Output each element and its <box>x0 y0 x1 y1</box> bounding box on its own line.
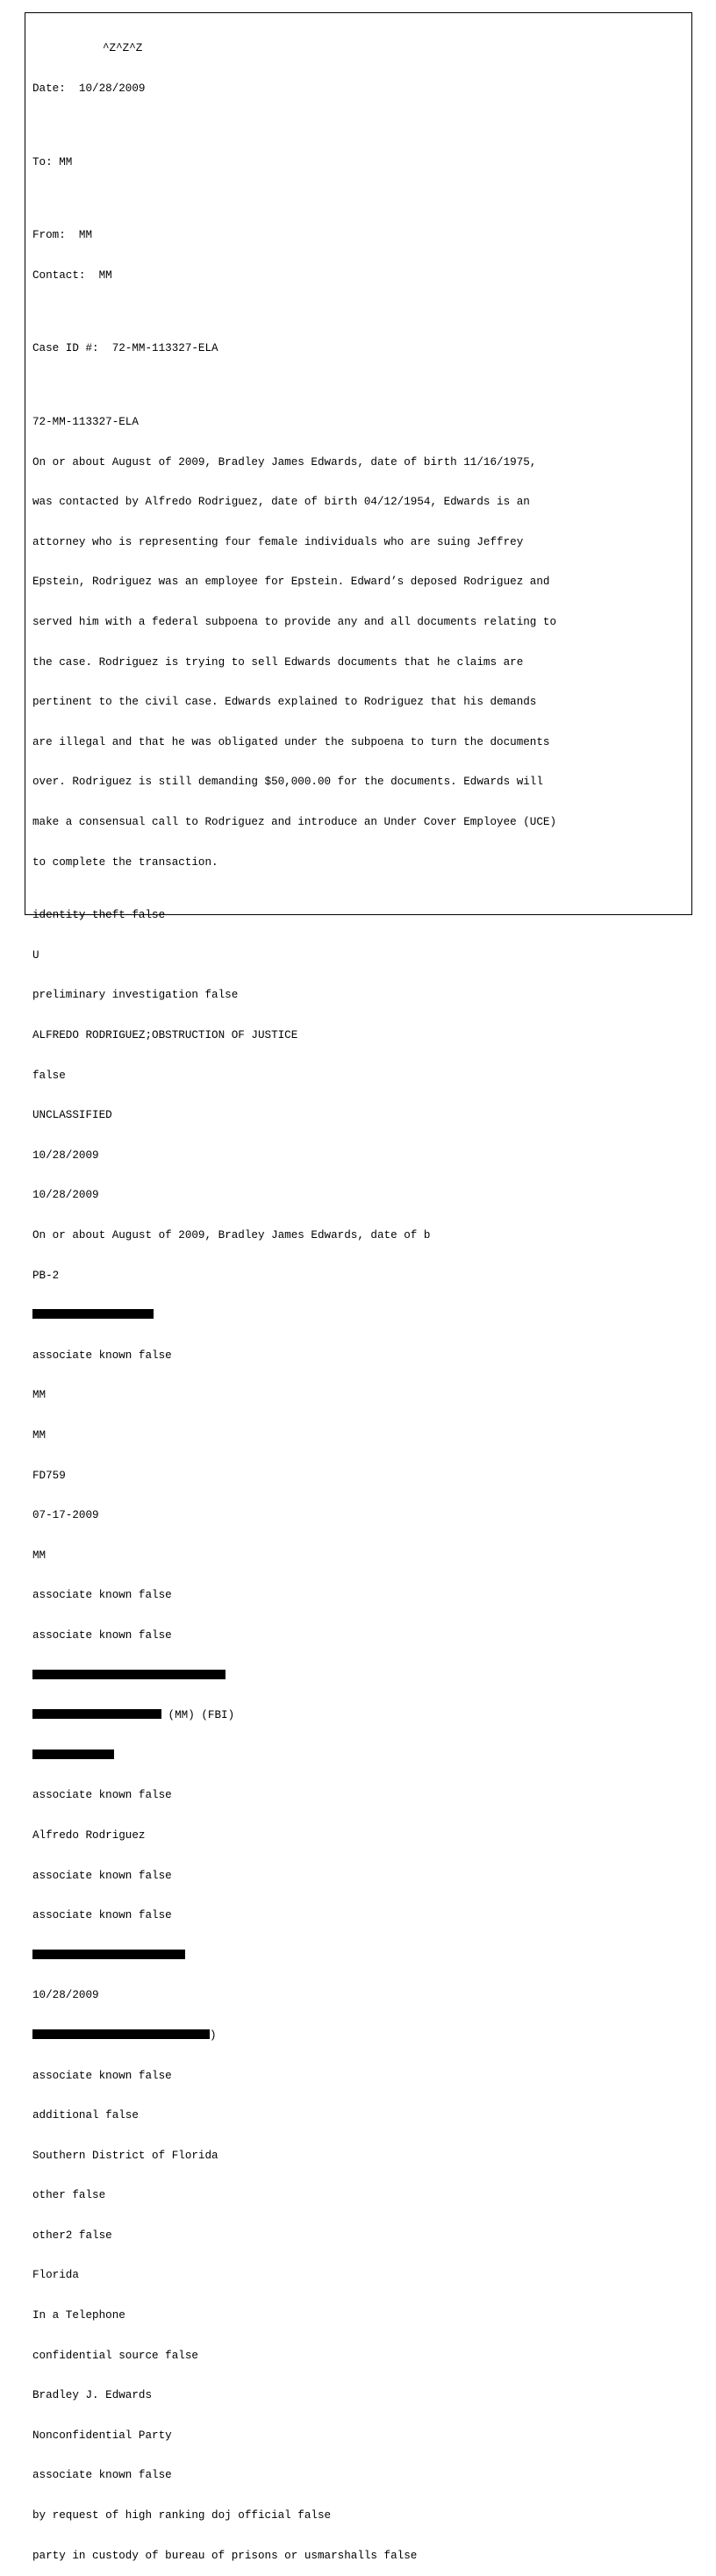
redacted-line <box>32 1309 691 1322</box>
date-line: Date: 10/28/2009 <box>32 82 146 95</box>
redaction-bar <box>32 1709 161 1719</box>
field-line: MM <box>32 1389 47 1402</box>
field-line: associate known false <box>32 2469 172 2482</box>
to-line: To: MM <box>32 155 73 168</box>
field-line: additional false <box>32 2109 139 2122</box>
narrative-line: are illegal and that he was obligated under the subpoena to turn the documents <box>32 735 550 748</box>
field-line: by request of high ranking doj official false <box>32 2509 332 2522</box>
field-line: false <box>32 1069 66 1082</box>
agency-suffix: (MM) (FBI) <box>161 1709 235 1722</box>
redacted-line <box>32 1670 691 1683</box>
field-line: PB-2 <box>32 1269 60 1282</box>
redacted-line <box>32 2029 691 2043</box>
classification-line: UNCLASSIFIED <box>32 1109 112 1122</box>
case-ref-line: 72-MM-113327-ELA <box>32 415 139 428</box>
contact-line: Contact: MM <box>32 268 112 282</box>
redaction-bar <box>32 1750 114 1759</box>
redaction-bar <box>32 1950 185 1959</box>
field-line: associate known false <box>32 1869 172 1882</box>
field-line: Bradley J. Edwards <box>32 2389 153 2402</box>
field-line: 10/28/2009 <box>32 1989 99 2002</box>
field-line: other false <box>32 2189 106 2202</box>
field-line: FD759 <box>32 1469 66 1482</box>
field-line: confidential source false <box>32 2349 198 2362</box>
field-line: ALFREDO RODRIGUEZ;OBSTRUCTION OF JUSTICE <box>32 1029 298 1042</box>
field-line: U <box>32 948 39 962</box>
field-line: party in custody of bureau of prisons or usmarshalls false <box>32 2549 418 2562</box>
from-line: From: MM <box>32 229 93 242</box>
field-line: 07-17-2009 <box>32 1509 99 1522</box>
field-line: Alfredo Rodriguez <box>32 1828 146 1842</box>
narrative-line: was contacted by Alfredo Rodriguez, date of birth 04/12/1954, Edwards is an <box>32 496 530 509</box>
field-line: MM <box>32 1429 47 1442</box>
field-line: associate known false <box>32 1349 172 1362</box>
document-body <box>32 16 691 2576</box>
paren-suffix: ) <box>210 2029 217 2042</box>
field-line: 10/28/2009 <box>32 1189 99 1202</box>
redaction-bar <box>32 1309 154 1319</box>
field-line: identity theft false <box>32 909 166 922</box>
redacted-line <box>32 1709 691 1722</box>
narrative-line: over. Rodriguez is still demanding $50,000.00 for the documents. Edwards will <box>32 776 543 789</box>
field-line: Florida <box>32 2269 79 2282</box>
field-line: associate known false <box>32 1789 172 1802</box>
field-line: In a Telephone <box>32 2309 125 2322</box>
field-line: Southern District of Florida <box>32 2149 218 2162</box>
narrative-line: make a consensual call to Rodriguez and introduce an Under Cover Employee (UCE) <box>32 815 557 828</box>
narrative-line: the case. Rodriguez is trying to sell Edwards documents that he claims are <box>32 655 524 669</box>
field-line: On or about August of 2009, Bradley James Edwards, date of b <box>32 1229 431 1242</box>
field-line: Nonconfidential Party <box>32 2429 172 2442</box>
narrative-line: Epstein, Rodriguez was an employee for Epstein. Edward’s deposed Rodriguez and <box>32 576 550 589</box>
header-mark: ^Z^Z^Z <box>103 42 143 55</box>
field-line: associate known false <box>32 1909 172 1922</box>
narrative-line: served him with a federal subpoena to provide any and all documents relating to <box>32 615 557 628</box>
field-line: other2 false <box>32 2229 112 2242</box>
field-line: preliminary investigation false <box>32 989 239 1002</box>
narrative-line: attorney who is representing four female individuals who are suing Jeffrey <box>32 535 524 548</box>
field-line: associate known false <box>32 1628 172 1642</box>
redaction-bar <box>32 2029 210 2039</box>
case-id-line: Case ID #: 72-MM-113327-ELA <box>32 342 218 355</box>
redacted-line <box>32 1950 691 1963</box>
field-line: associate known false <box>32 1589 172 1602</box>
redaction-bar <box>32 1670 226 1679</box>
redacted-line <box>32 1750 691 1763</box>
narrative-line: On or about August of 2009, Bradley James Edwards, date of birth 11/16/1975, <box>32 455 537 469</box>
narrative-line: to complete the transaction. <box>32 855 218 869</box>
field-line: associate known false <box>32 2069 172 2082</box>
field-line: MM <box>32 1549 47 1562</box>
narrative-line: pertinent to the civil case. Edwards explained to Rodriguez that his demands <box>32 696 537 709</box>
field-line: 10/28/2009 <box>32 1148 99 1162</box>
